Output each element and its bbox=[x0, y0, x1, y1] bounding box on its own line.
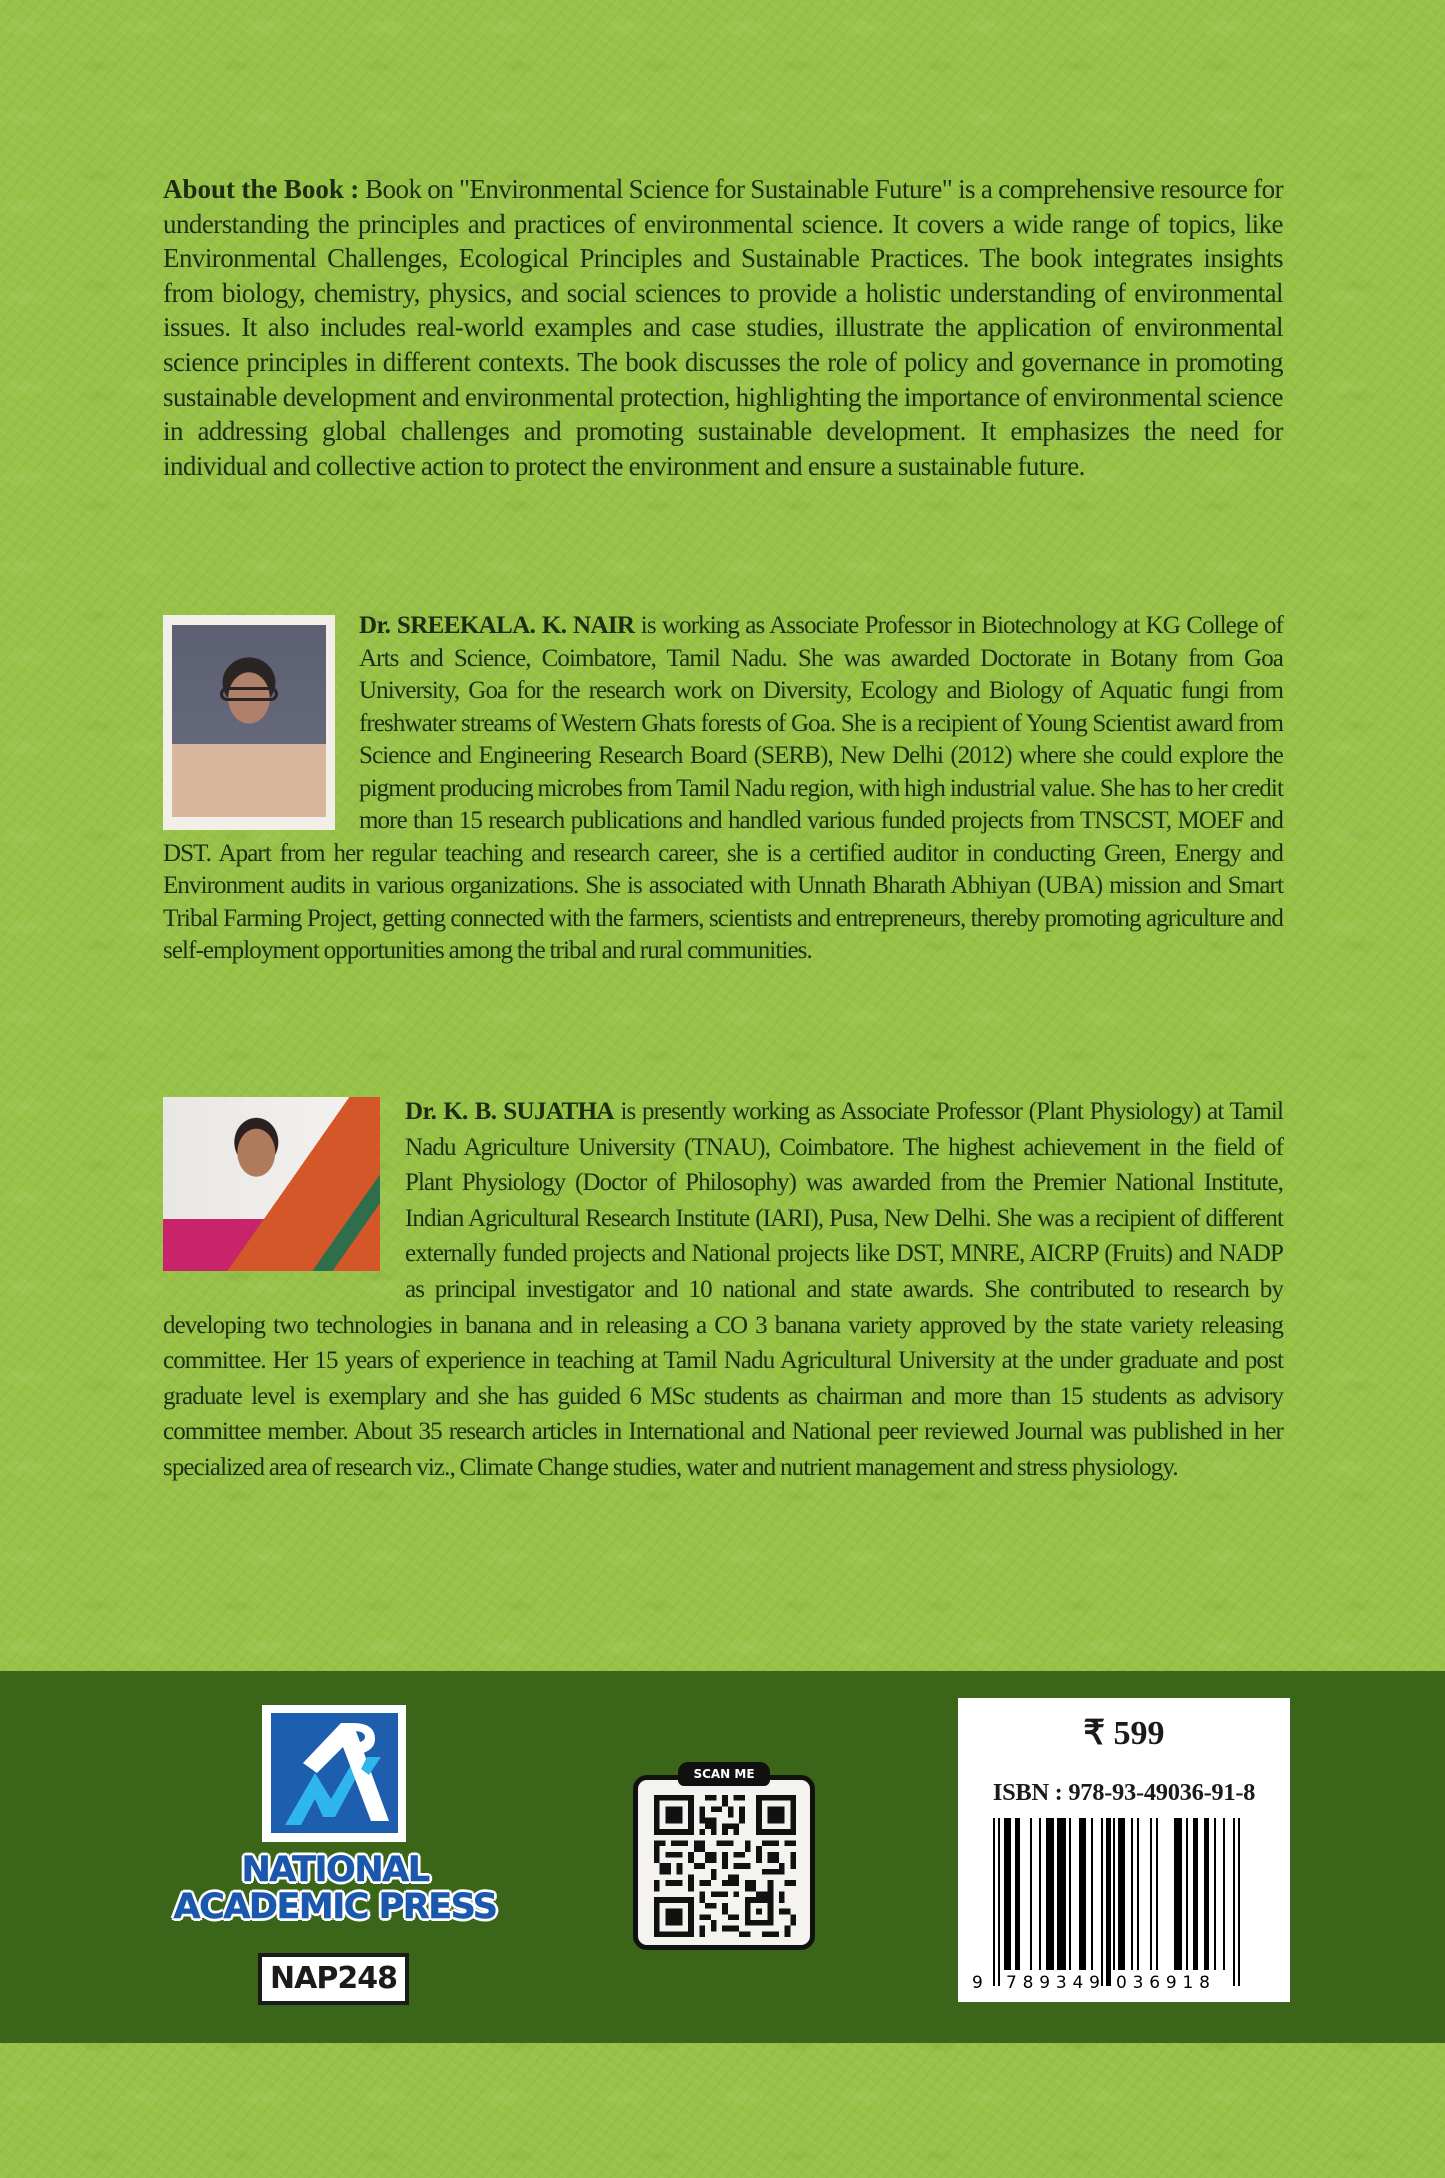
price-label: ₹ 599 bbox=[1083, 1715, 1165, 1752]
barcode-icon bbox=[966, 1818, 1282, 1994]
nap-logo-icon bbox=[271, 1713, 398, 1833]
nap-logo-mark-icon bbox=[271, 1713, 398, 1833]
isbn-label: ISBN : 978-93-49036-91-8 bbox=[992, 1779, 1256, 1806]
author-name: Dr. SREEKALA. K. NAIR bbox=[359, 612, 635, 639]
author-bio-text: is working as Associate Professor in Biotechnology at KG College of Arts and Science, Coimbatore, Tamil Nadu. She was awarded Doctorate in Botany from Goa University, Goa for the research work on Diversity, Ecology and Biology of Aquatic fungi from freshwater streams of Western Ghats forests of Goa. She is a recipient of Young Scientist award from Science and Engineering Research Board (SERB), New Delhi (2012) where she could explore the pigment producing microbes from Tamil Nadu region, with high industrial value. She has to her credit more than 15 research publications and handled various funded projects from TNSCST, MOEF and DST. Apart from her regular teaching and research career, she is a certified auditor in conducting Green, Energy and Environment audits in various organizations. She is associated with Unnath Bharath Abhiyan (UBA) mission and Smart Tribal Farming Project, getting connected with the farmers, scientists and entrepreneurs, thereby promoting agriculture and self-employment opportunities among the tribal and rural communities. bbox=[163, 612, 1283, 965]
svg-text:9: 9 bbox=[972, 1973, 983, 1993]
author-bio-section-2 bbox=[163, 1094, 1283, 1486]
about-text: Book on "Environmental Science for Sustainable Future" is a comprehensive resource for understanding the principles and practices of environmental science. It covers a wide range of topics, like Environmental Challenges, Ecological Principles and Sustainable Practices. The book integrates insights from biology, chemistry, physics, and social sciences to provide a holistic understanding of environmental issues. It also includes real-world examples and case studies, illustrate the application of environmental science principles in different contexts. The book discusses the role of policy and governance in promoting sustainable development and environmental protection, highlighting the importance of environmental science in addressing global challenges and promoting sustainable development. It emphasizes the need for individual and collective action to protect the environment and ensure a sustainable future. bbox=[163, 174, 1284, 481]
author-bio-text: is presently working as Associate Professor (Plant Physiology) at Tamil Nadu Agriculture University (TNAU), Coimbatore. The highest achievement in the field of Plant Physiology (Doctor of Philosophy) was awarded from the Premier National Institute, Indian Agricultural Research Institute (IARI), Pusa, New Delhi. She was a recipient of different externally funded projects and National projects like DST, MNRE, AICRP (Fruits) and NADP as principal investigator and 10 national and state awards. She contributed to research by developing two technologies in banana and in releasing a CO 3 banana variety approved by the state variety releasing committee. Her 15 years of experience in teaching at Tamil Nadu Agricultural University at the under graduate and post graduate level is exemplary and she has guided 6 MSc students as chairman and more than 15 students as advisory committee member. About 35 research articles in International and National peer reviewed Journal was published in her specialized area of research viz., Climate Change studies, water and nutrient management and stress physiology. bbox=[163, 1098, 1283, 1481]
publisher-code-badge: NAP248 bbox=[258, 1953, 409, 2005]
publisher-name-line2: ACADEMIC PRESS bbox=[173, 1887, 497, 1927]
qr-code-icon[interactable] bbox=[654, 1795, 796, 1937]
about-label: About the Book : bbox=[163, 174, 360, 204]
publisher-name bbox=[150, 1852, 520, 1926]
svg-text:036918: 036918 bbox=[1116, 1973, 1216, 1993]
author-name: Dr. K. B. SUJATHA bbox=[405, 1098, 614, 1125]
scan-me-label: SCAN ME bbox=[678, 1762, 770, 1786]
price-isbn-box bbox=[958, 1698, 1290, 2002]
svg-text:789349: 789349 bbox=[1006, 1973, 1106, 1993]
author-bio-section-1 bbox=[163, 610, 1283, 968]
publisher-logo bbox=[262, 1705, 406, 1842]
about-the-book-paragraph bbox=[163, 172, 1283, 483]
publisher-name-line1: NATIONAL bbox=[241, 1850, 429, 1890]
